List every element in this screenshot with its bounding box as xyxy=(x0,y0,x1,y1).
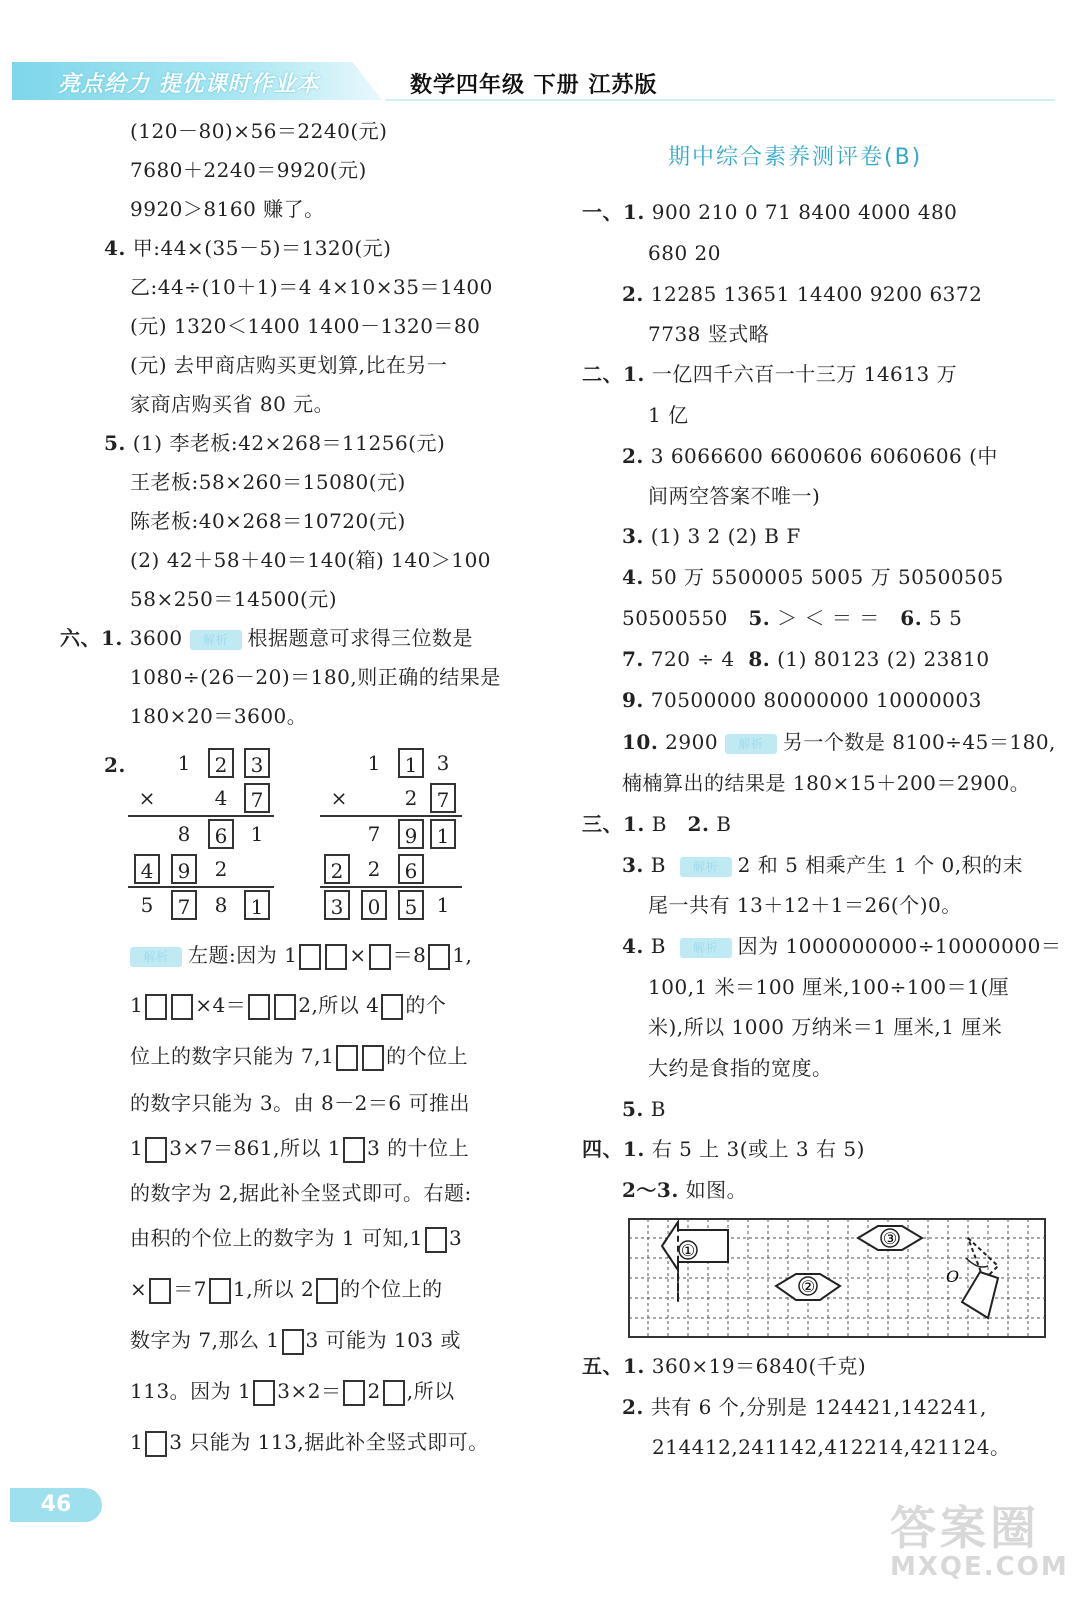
answer-line xyxy=(622,1096,666,1122)
answer-line: 楠楠算出的结果是 180×15＋200＝2900。 xyxy=(622,771,1031,795)
text: 1, xyxy=(452,943,473,967)
series-title: 亮点给力 提优课时作业本 xyxy=(58,72,320,97)
blank-box xyxy=(336,1045,358,1071)
answer-text: 3 6066600 6600606 6060606 (中 xyxy=(650,444,998,468)
text: 的个位上的 xyxy=(340,1277,443,1301)
text: 由积的个位上的数字为 1 可知,1 xyxy=(130,1226,424,1250)
blank-box xyxy=(171,994,193,1020)
text: ＝7 xyxy=(173,1277,207,1301)
answer-text: ＞ ＜ ＝ ＝ xyxy=(777,606,880,630)
answer-line xyxy=(622,646,990,672)
digit: 5 xyxy=(140,893,154,917)
question-number: 三、1. xyxy=(582,812,645,836)
question-number: 2～3. xyxy=(622,1178,679,1202)
text: 2,所以 4 xyxy=(298,993,380,1017)
answer-line: 9920＞8160 赚了。 xyxy=(130,197,325,221)
question-number: 8. xyxy=(748,647,771,671)
question-number: 5. xyxy=(104,431,126,455)
blank-box xyxy=(343,1380,365,1406)
answer-text: (1) 80123 (2) 23810 xyxy=(777,647,990,671)
blank-box xyxy=(343,1137,365,1163)
answer-line xyxy=(622,852,1023,878)
answer-line xyxy=(622,443,998,469)
answer-text: B xyxy=(716,812,732,836)
answer-text: B xyxy=(650,1097,666,1121)
text: 2 xyxy=(367,1379,381,1403)
explanation-line: 的数字为 2,据此补全竖式即可。右题: xyxy=(130,1181,472,1205)
explanation-line xyxy=(130,1276,443,1304)
answer-text: (1) 3 2 (2) B F xyxy=(650,524,801,548)
answer-value: B xyxy=(650,853,666,877)
blank-box xyxy=(253,1380,275,1406)
answer-line: (120－80)×56＝2240(元) xyxy=(130,119,388,143)
blank-box xyxy=(381,994,403,1020)
answer-line xyxy=(622,687,982,713)
answer-text: 50 万 5500005 5005 万 50500505 xyxy=(650,565,1004,589)
analysis-badge: 解析 xyxy=(725,734,777,754)
question-number: 二、1. xyxy=(582,362,645,386)
blank-box xyxy=(145,994,167,1020)
answer-line xyxy=(622,1177,747,1203)
blank-box xyxy=(209,1278,231,1304)
analysis-badge: 解析 xyxy=(680,938,732,958)
answer-line: 180×20＝3600。 xyxy=(130,704,308,728)
text: ,所以 xyxy=(406,1379,455,1403)
blank-box xyxy=(428,944,450,970)
question-number: 2. xyxy=(622,1395,644,1419)
digit: 2 xyxy=(404,786,418,810)
explanation-line xyxy=(130,1429,489,1457)
answer-line xyxy=(582,1353,866,1379)
question-number: 3. xyxy=(622,524,644,548)
answer-text: 根据题意可求得三位数是 xyxy=(247,626,474,650)
digit-box: 1 xyxy=(398,748,424,778)
times-sign: × xyxy=(330,786,348,810)
answer-line xyxy=(622,933,1061,959)
digit-box: 2 xyxy=(324,854,350,884)
watermark xyxy=(890,1492,1069,1582)
rule-line xyxy=(320,815,462,817)
text: 3 可能为 103 或 xyxy=(305,1328,462,1352)
digit: 1 xyxy=(250,822,264,846)
answer-text: 12285 13651 14400 9200 6372 xyxy=(650,282,983,306)
digit-box: 0 xyxy=(361,890,387,920)
answer-line: 58×250＝14500(元) xyxy=(130,587,338,611)
explanation-line: 的数字只能为 3。由 8－2＝6 可推出 xyxy=(130,1091,470,1115)
answer-line: 680 20 xyxy=(648,241,721,265)
blank-box xyxy=(149,1278,171,1304)
question-number: 4. xyxy=(622,565,644,589)
section-title: 期中综合素养测评卷(B) xyxy=(668,145,923,170)
answer-value: B xyxy=(650,934,666,958)
answer-line: 100,1 米＝100 厘米,100÷100＝1(厘 xyxy=(648,975,1010,999)
answer-text: 70500000 80000000 10000003 xyxy=(650,688,982,712)
blank-box xyxy=(145,1137,167,1163)
answer-line: 尾一共有 13＋12＋1＝26(个)0。 xyxy=(648,893,962,917)
answer-line xyxy=(622,605,962,631)
answer-text: 900 210 0 71 8400 4000 480 xyxy=(651,200,958,224)
digit: 1 xyxy=(436,893,450,917)
blank-box xyxy=(425,1227,447,1253)
digit-box: 2 xyxy=(208,748,234,778)
text: 3 只能为 113,据此补全竖式即可。 xyxy=(169,1430,489,1454)
explanation-line xyxy=(130,1043,468,1071)
text: 1,所以 2 xyxy=(233,1277,315,1301)
answer-line: 1080÷(26－20)＝180,则正确的结果是 xyxy=(130,665,501,689)
text: × xyxy=(349,943,367,967)
explanation-line xyxy=(130,1378,455,1406)
answer-text: 2 和 5 相乘产生 1 个 0,积的末 xyxy=(737,853,1024,877)
blank-box xyxy=(325,944,347,970)
answer-line xyxy=(582,361,957,387)
answer-line xyxy=(622,523,801,549)
blank-box xyxy=(274,994,296,1020)
text: 1 xyxy=(130,993,144,1017)
question-number: 2. xyxy=(104,753,126,777)
digit-box: 7 xyxy=(244,783,270,813)
page-number: 46 xyxy=(10,1488,102,1522)
answer-line: (元) 去甲商店购买更划算,比在另一 xyxy=(130,353,448,377)
header-divider xyxy=(385,99,1055,101)
answer-line xyxy=(622,281,982,307)
rule-line xyxy=(128,815,274,817)
text: ＝8 xyxy=(392,943,427,967)
answer-text: B xyxy=(651,812,667,836)
text: 1 xyxy=(130,1136,144,1160)
answer-line: 陈老板:40×268＝10720(元) xyxy=(130,509,406,533)
digit-box: 9 xyxy=(171,854,197,884)
question-number: 5. xyxy=(748,606,771,630)
explanation-line xyxy=(130,1225,462,1253)
question-number: 6. xyxy=(900,606,923,630)
answer-line xyxy=(582,199,957,225)
blank-box xyxy=(362,1045,384,1071)
blank-box xyxy=(145,1431,167,1457)
question-number: 一、1. xyxy=(582,200,645,224)
text: 113。因为 1 xyxy=(130,1379,252,1403)
blank-box xyxy=(282,1329,304,1355)
question-number: 10. xyxy=(622,730,659,754)
answer-line: 214412,241142,412214,421124。 xyxy=(652,1435,1011,1459)
answer-value: 2900 xyxy=(665,730,719,754)
answer-line: 家商店购买省 80 元。 xyxy=(130,392,335,416)
answer-line: (元) 1320＜1400 1400－1320＝80 xyxy=(130,314,481,338)
text: 数字为 7,那么 1 xyxy=(130,1328,280,1352)
text: 的个 xyxy=(405,993,447,1017)
text: 位上的数字只能为 7,1 xyxy=(130,1044,335,1068)
question-number: 4. xyxy=(104,236,126,260)
digit: 7 xyxy=(367,822,381,846)
analysis-badge: 解析 xyxy=(190,630,242,650)
point-o-label: O xyxy=(946,1267,960,1286)
digit-box: 7 xyxy=(430,783,456,813)
answer-line xyxy=(622,1394,987,1420)
grid-figure xyxy=(628,1218,1046,1338)
answer-line xyxy=(582,1136,865,1162)
digit: 8 xyxy=(177,822,191,846)
answer-line xyxy=(60,625,473,651)
answer-text: 甲:44×(35－5)＝1320(元) xyxy=(132,236,392,260)
text: 左题:因为 1 xyxy=(188,943,298,967)
question-number: 9. xyxy=(622,688,644,712)
answer-line: (2) 42＋58＋40＝140(箱) 140＞100 xyxy=(130,548,492,572)
digit: 8 xyxy=(214,893,228,917)
answer-line: 7680＋2240＝9920(元) xyxy=(130,158,367,182)
blank-box xyxy=(248,994,270,1020)
text: 3 xyxy=(449,1226,463,1250)
digit-box: 5 xyxy=(398,890,424,920)
answer-line: 1 亿 xyxy=(648,403,689,427)
text: ×4＝ xyxy=(195,993,247,1017)
watermark-title: 答案圈 xyxy=(890,1501,1040,1555)
digit: 3 xyxy=(436,751,450,775)
text: 的个位上 xyxy=(386,1044,469,1068)
explanation-line xyxy=(130,942,472,970)
answer-text: 共有 6 个,分别是 124421,142241, xyxy=(650,1395,987,1419)
question-number: 5. xyxy=(622,1097,644,1121)
question-number: 四、1. xyxy=(582,1137,645,1161)
shape-label-1: ① xyxy=(680,1241,696,1260)
digit-box: 1 xyxy=(244,890,270,920)
vertical-multiplication-left xyxy=(128,745,278,920)
digit: 2 xyxy=(214,857,228,881)
answer-text: 50500550 xyxy=(622,606,728,630)
answer-text: 720 ÷ 4 xyxy=(650,647,735,671)
explanation-line xyxy=(130,1135,469,1163)
question-number: 7. xyxy=(622,647,644,671)
digit: 4 xyxy=(214,786,228,810)
text: 1 xyxy=(130,1430,144,1454)
question-number: 3. xyxy=(622,853,644,877)
digit-box: 3 xyxy=(324,890,350,920)
text: 3×7＝861,所以 1 xyxy=(169,1136,342,1160)
answer-text: 另一个数是 8100÷45＝180, xyxy=(782,730,1056,754)
explanation-line xyxy=(130,992,446,1020)
answer-line xyxy=(104,235,391,261)
answer-text: 360×19＝6840(千克) xyxy=(651,1354,867,1378)
answer-value: 3600 xyxy=(129,626,183,650)
answer-text: 因为 1000000000÷10000000＝ xyxy=(737,934,1062,958)
answer-line: 王老板:58×260＝15080(元) xyxy=(130,470,406,494)
digit: 1 xyxy=(177,751,191,775)
question-number: 4. xyxy=(622,934,644,958)
text: × xyxy=(130,1277,148,1301)
blank-box xyxy=(369,944,391,970)
digit-box: 4 xyxy=(134,854,160,884)
vertical-multiplication-right xyxy=(320,745,470,920)
answer-line: 乙:44÷(10＋1)＝4 4×10×35＝1400 xyxy=(130,275,493,299)
answer-line: 7738 竖式略 xyxy=(648,322,770,346)
digit-box: 3 xyxy=(244,748,270,778)
blank-box xyxy=(299,944,321,970)
answer-text: 一亿四千六百一十三万 14613 万 xyxy=(651,362,958,386)
digit-box: 7 xyxy=(171,890,197,920)
answer-line: 米),所以 1000 万纳米＝1 厘米,1 厘米 xyxy=(648,1015,1003,1039)
answer-line: 大约是食指的宽度。 xyxy=(648,1056,833,1080)
times-sign: × xyxy=(138,786,156,810)
answer-line xyxy=(622,564,1004,590)
analysis-badge: 解析 xyxy=(680,857,732,877)
answer-line xyxy=(582,811,731,837)
book-title: 数学四年级 下册 江苏版 xyxy=(410,73,658,98)
answer-text: 5 5 xyxy=(929,606,963,630)
digit: 1 xyxy=(367,751,381,775)
digit-box: 1 xyxy=(430,819,456,849)
digit: 2 xyxy=(367,857,381,881)
question-number: 五、1. xyxy=(582,1354,645,1378)
question-number: 2. xyxy=(622,444,644,468)
shape-label-3: ③ xyxy=(882,1229,898,1248)
answer-text: 如图。 xyxy=(685,1178,748,1202)
blank-box xyxy=(383,1380,405,1406)
answer-text: 右 5 上 3(或上 3 右 5) xyxy=(651,1137,865,1161)
answer-line xyxy=(104,430,445,456)
rule-line xyxy=(128,886,274,888)
watermark-url: MXQE.COM xyxy=(890,1552,1069,1582)
question-number: 2. xyxy=(622,282,644,306)
answer-line xyxy=(622,729,1056,755)
digit-box: 6 xyxy=(208,819,234,849)
digit-box: 9 xyxy=(398,819,424,849)
text: 3 的十位上 xyxy=(367,1136,470,1160)
blank-box xyxy=(316,1278,338,1304)
text: 3×2＝ xyxy=(277,1379,342,1403)
digit-box: 6 xyxy=(398,854,424,884)
rule-line xyxy=(320,886,462,888)
question-number: 2. xyxy=(687,812,710,836)
answer-line: 间两空答案不唯一) xyxy=(648,484,821,508)
shape-label-2: ② xyxy=(800,1277,816,1296)
analysis-badge: 解析 xyxy=(130,947,182,967)
answer-text: (1) 李老板:42×268＝11256(元) xyxy=(132,431,446,455)
explanation-line xyxy=(130,1327,461,1355)
question-number: 六、1. xyxy=(60,626,123,650)
